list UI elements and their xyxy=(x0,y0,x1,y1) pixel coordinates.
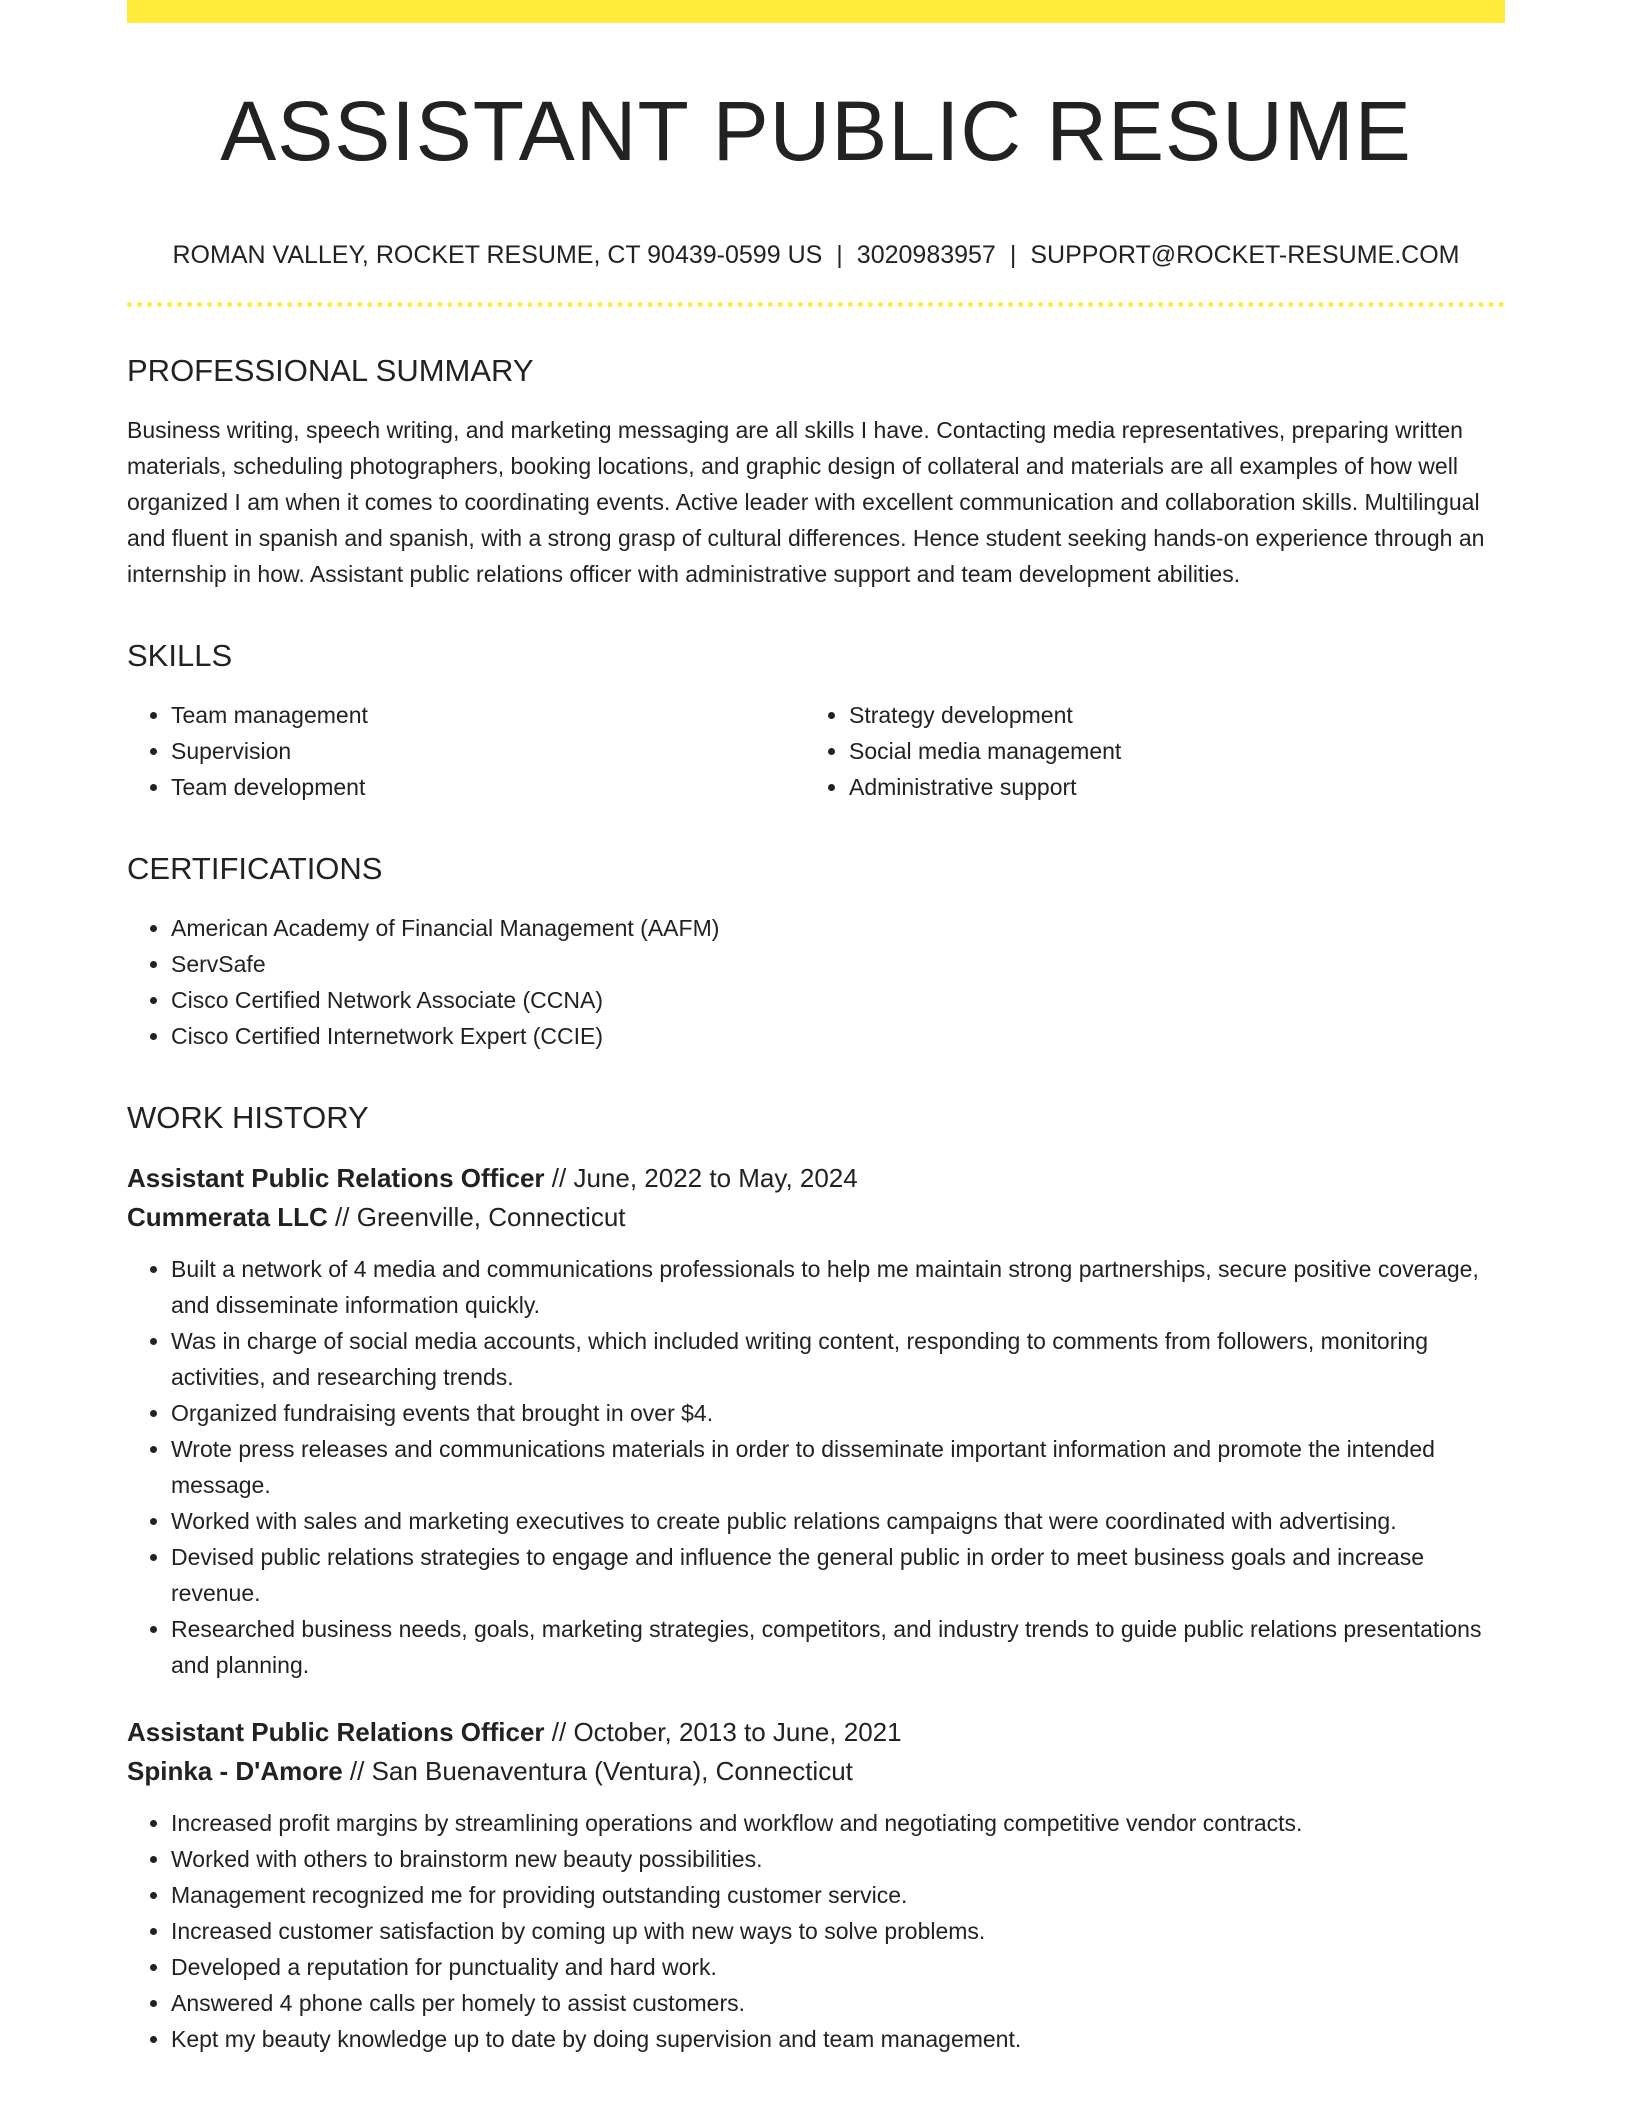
section-title-work-history: WORK HISTORY xyxy=(127,1100,369,1135)
job-company: Cummerata LLC xyxy=(127,1202,328,1232)
certification-item: • ServSafe xyxy=(171,946,1505,982)
certification-item: • Cisco Certified Internetwork Expert (CCIE) xyxy=(171,1018,1505,1054)
job-bullet: • Worked with others to brainstorm new beauty possibilities. xyxy=(171,1841,1505,1877)
job-role: Assistant Public Relations Officer xyxy=(127,1717,545,1747)
job-bullet: • Wrote press releases and communications materials in order to disseminate important information and promote the intended message. xyxy=(171,1431,1505,1503)
job-location: // Greenville, Connecticut xyxy=(327,1202,626,1232)
job-bullet: • Developed a reputation for punctuality and hard work. xyxy=(171,1949,1505,1985)
job-bullet: • Answered 4 phone calls per homely to assist customers. xyxy=(171,1985,1505,2021)
job-entry xyxy=(127,1713,1505,2057)
resume-page xyxy=(127,0,1505,2057)
job-role: Assistant Public Relations Officer xyxy=(127,1163,545,1193)
job-dates: // June, 2022 to May, 2024 xyxy=(544,1163,858,1193)
skills-column-left xyxy=(127,697,805,805)
email-text: SUPPORT@ROCKET-RESUME.COM xyxy=(1030,241,1460,269)
job-bullet: • Organized fundraising events that brought in over $4. xyxy=(171,1395,1505,1431)
job-company-line xyxy=(127,1752,1505,1791)
job-bullets xyxy=(127,1251,1505,1683)
contact-line xyxy=(127,243,1505,268)
skill-item: • Strategy development xyxy=(849,697,1483,733)
separator: | xyxy=(1009,241,1017,269)
address-text: ROMAN VALLEY, ROCKET RESUME, CT 90439-0599 US xyxy=(172,241,823,269)
skills-column-right xyxy=(805,697,1483,805)
job-entry xyxy=(127,1159,1505,1683)
dotted-divider xyxy=(127,302,1505,307)
section-title-certifications: CERTIFICATIONS xyxy=(127,851,383,886)
separator: | xyxy=(836,241,843,269)
skill-item: • Supervision xyxy=(171,733,805,769)
job-bullets xyxy=(127,1805,1505,2057)
job-dates: // October, 2013 to June, 2021 xyxy=(544,1717,902,1747)
job-role-line xyxy=(127,1713,1505,1752)
certification-item: • American Academy of Financial Management (AAFM) xyxy=(171,910,1505,946)
job-role-line xyxy=(127,1159,1505,1198)
summary-text: Business writing, speech writing, and marketing messaging are all skills I have. Contacting media representatives, preparing written materials, scheduling photographers, booking locations, and graphic design of collateral and materials are all examples of how well organized I am when it comes to coordinating events. Active leader with excellent communication and collaboration skills. Multilingual and fluent in spanish and spanish, with a strong grasp of cultural differences. Hence student seeking hands-on experience through an internship in how. Assistant public relations officer with administrative support and team development abilities. xyxy=(127,417,1485,587)
resume-title: ASSISTANT PUBLIC RESUME xyxy=(220,84,1412,178)
job-company-line xyxy=(127,1198,1505,1237)
job-location: // San Buenaventura (Ventura), Connecticut xyxy=(342,1756,853,1786)
job-bullet: • Researched business needs, goals, marketing strategies, competitors, and industry trends to guide public relations presentations and planning. xyxy=(171,1611,1505,1683)
skill-item: • Team development xyxy=(171,769,805,805)
job-bullet: • Management recognized me for providing outstanding customer service. xyxy=(171,1877,1505,1913)
job-bullet: • Devised public relations strategies to engage and influence the general public in order to meet business goals and increase revenue. xyxy=(171,1539,1505,1611)
skill-item: • Team management xyxy=(171,697,805,733)
skill-item: • Administrative support xyxy=(849,769,1483,805)
section-title-skills: SKILLS xyxy=(127,638,233,673)
job-bullet: • Increased customer satisfaction by coming up with new ways to solve problems. xyxy=(171,1913,1505,1949)
job-company: Spinka - D'Amore xyxy=(127,1756,343,1786)
job-bullet: • Was in charge of social media accounts, which included writing content, responding to comments from followers, monitoring activities, and researching trends. xyxy=(171,1323,1505,1395)
job-bullet: • Increased profit margins by streamlining operations and workflow and negotiating competitive vendor contracts. xyxy=(171,1805,1505,1841)
job-bullet: • Kept my beauty knowledge up to date by doing supervision and team management. xyxy=(171,2021,1505,2057)
certifications-list xyxy=(127,910,1505,1054)
phone-text: 3020983957 xyxy=(856,241,996,269)
section-title-summary: PROFESSIONAL SUMMARY xyxy=(127,353,534,388)
certification-item: • Cisco Certified Network Associate (CCNA) xyxy=(171,982,1505,1018)
accent-bar xyxy=(127,0,1505,23)
skills-grid xyxy=(127,697,1505,805)
skill-item: • Social media management xyxy=(849,733,1483,769)
job-bullet: • Built a network of 4 media and communications professionals to help me maintain strong partnerships, secure positive coverage, and disseminate information quickly. xyxy=(171,1251,1505,1323)
job-bullet: • Worked with sales and marketing executives to create public relations campaigns that were coordinated with advertising. xyxy=(171,1503,1505,1539)
